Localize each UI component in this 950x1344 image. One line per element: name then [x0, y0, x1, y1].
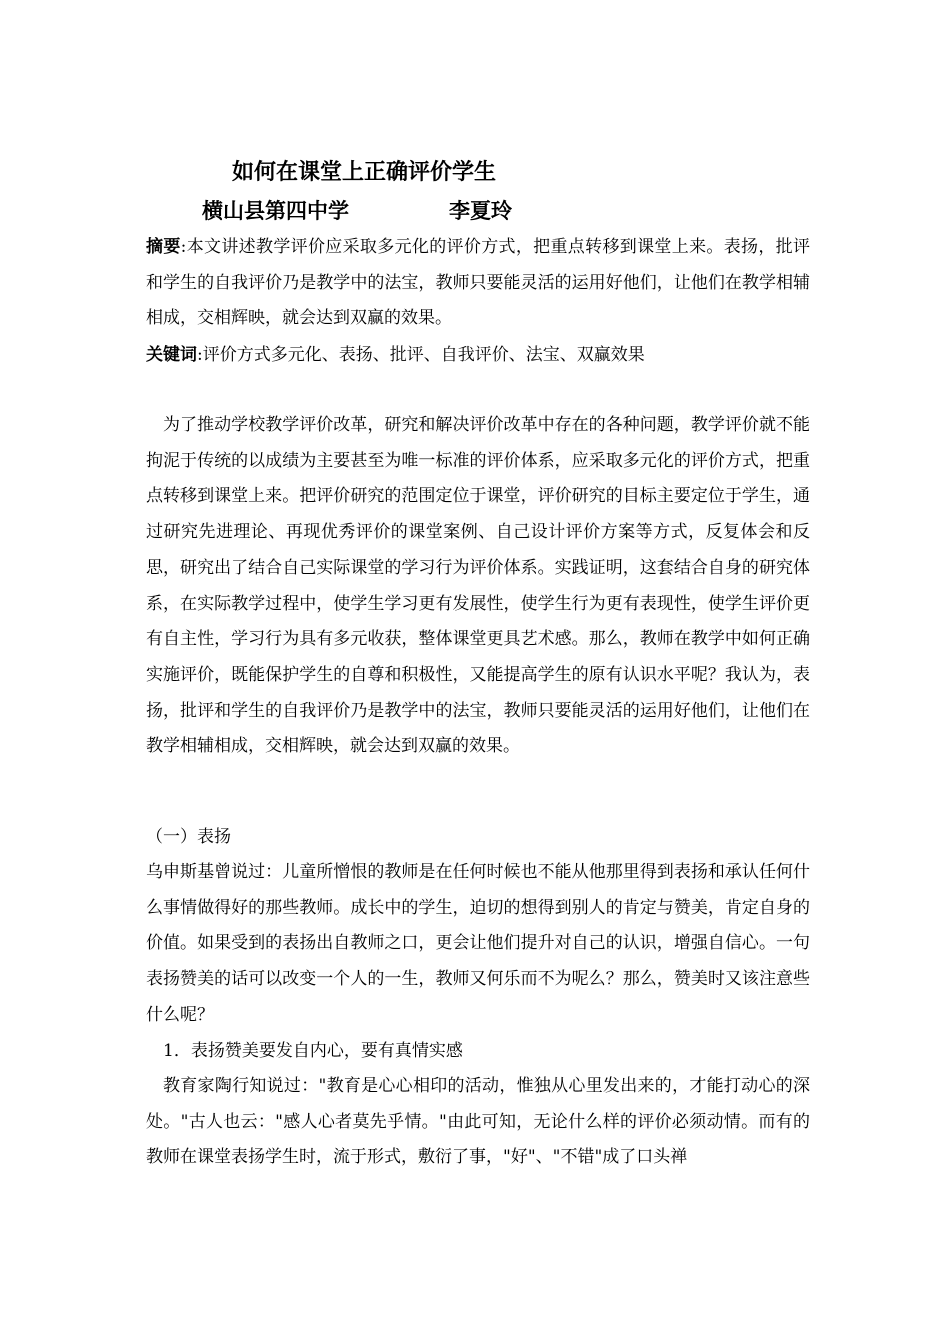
keywords — [146, 338, 810, 374]
tao-xingzhi-paragraph: 教育家陶行知说过："教育是心心相印的活动，惟独从心里发出来的，才能打动心的深处。"古人也云："感人心者莫先乎情。"由此可知，无论什么样的评价必须动情。而有的教师在课堂表扬学生时，流于形式，敷衍了事，"好"、"不错"成了口头禅 — [146, 1076, 810, 1168]
intro-paragraph: 为了推动学校教学评价改革，研究和解决评价改革中存在的各种问题，教学评价就不能拘泥于传统的以成绩为主要甚至为唯一标准的评价体系，应采取多元化的评价方式，把重点转移到课堂上来。把评价研究的范围定位于课堂，评价研究的目标主要定位于学生，通过研究先进理论、再现优秀评价的课堂案例、自己设计评价方案等方式，反复体会和反思，研究出了结合自己实际课堂的学习行为评价体系。实践证明，这套结合自身的研究体系，在实际教学过程中，使学生学习更有发展性，使学生行为更有表现性，使学生评价更有自主性，学习行为具有多元收获，整体课堂更具艺术感。那么，教师在教学中如何正确实施评价，既能保护学生的自尊和积极性，又能提高学生的原有认识水平呢？我认为，表扬，批评和学生的自我评价乃是教学中的法宝，教师只要能灵活的运用好他们，让他们在教学相辅相成，交相辉映，就会达到双赢的效果。 — [146, 415, 810, 757]
school-name: 横山县第四中学 — [202, 198, 349, 223]
praise-paragraph: 乌申斯基曾说过：儿童所憎恨的教师是在任何时候也不能从他那里得到表扬和承认任何什么事情做得好的那些教师。成长中的学生，迫切的想得到别人的肯定与赞美，肯定自身的价值。如果受到的表扬出自教师之口，更会让他们提升对自己的认识，增强自信心。一句表扬赞美的话可以改变一个人的一生，教师又何乐而不为呢么？那么，赞美时又该注意些什么呢？ — [146, 862, 810, 1025]
section-heading-praise: （一）表扬 — [146, 827, 231, 847]
abstract-label: 摘要 — [146, 237, 181, 257]
keywords-text: :评价方式多元化、表扬、批评、自我评价、法宝、双赢效果 — [197, 345, 645, 365]
author-line — [202, 196, 512, 226]
sub-heading-sincere-praise: 1．表扬赞美要发自内心，要有真情实感 — [163, 1041, 463, 1061]
document-title: 如何在课堂上正确评价学生 — [232, 159, 497, 185]
keywords-label: 关键词 — [146, 345, 197, 365]
abstract — [146, 230, 810, 337]
author-name: 李夏玲 — [449, 198, 512, 223]
abstract-text: :本文讲述教学评价应采取多元化的评价方式，把重点转移到课堂上来。表扬，批评和学生的自我评价乃是教学中的法宝，教师只要能灵活的运用好他们，让他们在教学相辅相成，交相辉映，就会达到双赢的效果。 — [146, 237, 811, 329]
